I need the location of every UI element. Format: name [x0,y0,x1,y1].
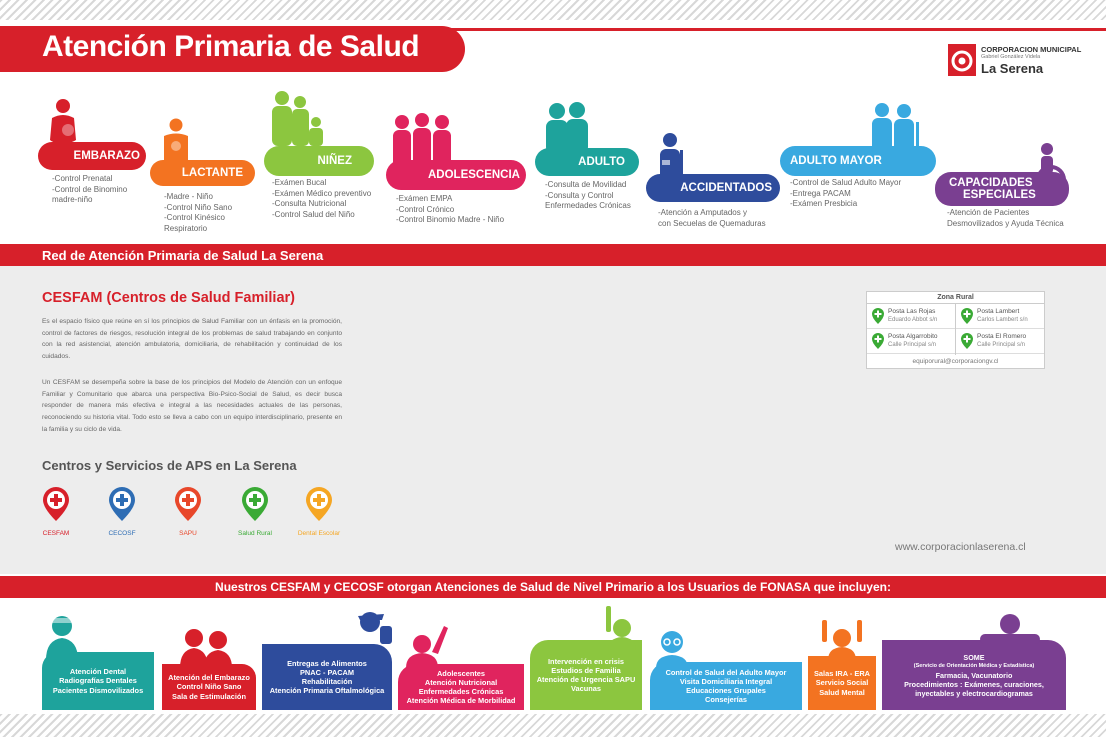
page-title: Atención Primaria de Salud [42,30,420,63]
attention-box-dental: Atención Dental Radiografías Dentales Pacientes Dismovilizados [42,652,154,710]
location-pin-icon [174,486,202,522]
logo-mark-icon [948,44,976,76]
attention-box-alimentos: Entregas de Alimentos PNAC - PACAM Rehabilitación Atención Primaria Oftalmológica [262,644,392,710]
location-pin-icon [42,486,70,522]
category-pill: EMBARAZO [38,142,146,170]
service-dental-escolar: Dental Escolar [284,486,354,537]
mother-child-icon [178,628,234,668]
logo-line1: CORPORACION MUNICIPAL [981,45,1082,54]
pharmacist-icon [980,612,1040,644]
category-pill: ADOLESCENCIA [386,160,526,190]
elderly-person-icon [652,628,692,668]
person-arms-up-icon [820,620,864,660]
category-items: -Exámen Bucal -Exámen Médico preventivo -Consulta Nutricional -Control Salud del Niño [272,178,372,219]
service-sapu: SAPU [153,486,223,537]
cesfam-paragraph-1: Es el espacio físico que reúne en sí los principios de Salud Familiar con un énfasis en la promoción, control de factores de riesgos, resolución integral de los problemas de salud trabajando en conjunto con la red asistencial, atención ambulatoria, domiciliaria, de rehabilitación y continuidad de los cuidados. [42,318,342,361]
zona-rural-title: Zona Rural [867,292,1044,304]
posta-cell: Posta El Romero Calle Principal s/n [956,330,1044,354]
service-salud-rural: Salud Rural [220,486,290,537]
category-items: -Exámen EMPA -Control Crónico -Control Binomio Madre - Niño [396,194,505,224]
location-pin-icon [872,308,884,324]
attention-box-adolescentes: Adolescentes Atención Nutricional Enfermedades Crónicas Atención Médica de Morbilidad [398,664,524,710]
teen-cheering-icon [402,622,450,668]
category-pill: ACCIDENTADOS [646,174,780,202]
service-cesfam: CESFAM [21,486,91,537]
zona-rural-email[interactable]: equiporural@corporaciongv.cl [912,358,999,365]
category-items: -Consulta de Movilidad -Consulta y Control Enfermedades Crónicas [545,180,631,210]
attention-box-some: SOME (Servicio de Orientación Médica y Estadística) Farmacia, Vacunatorio Procedimientos : Exámenes, curaciones, inyectables y electrocardiogramas [882,640,1066,710]
corporacion-logo [948,44,1082,80]
category-items: -Atención a Amputados y con Secuelas de Quemaduras [658,208,766,228]
children-icon [266,90,328,152]
category-pill: ADULTO MAYOR [780,146,936,176]
cesfam-title: CESFAM (Centros de Salud Familiar) [42,290,295,306]
category-items: -Atención de Pacientes Desmovilizados y Ayuda Técnica [947,208,1064,228]
location-pin-icon [961,333,973,349]
posta-cell: Posta Las Rojas Eduardo Abbot s/n [867,305,955,329]
attention-box-salas-ira: Salas IRA - ERA Servicio Social Salud Mental [808,656,876,710]
bottom-title: Nuestros CESFAM y CECOSF otorgan Atenciones de Salud de Nivel Primario a los Usuarios de FONASA que incluyen: [215,580,891,594]
section-title-bar [0,244,1106,266]
category-pill: LACTANTE [150,160,255,186]
bottom-hatch-pattern [0,714,1106,737]
attention-box-crisis: Intervención en crisis Estudios de Familia Atención de Urgencia SAPU Vacunas [530,640,642,710]
category-pill: ADULTO [535,148,639,176]
attention-box-embarazo: Atención del Embarazo Control Niño Sano Sala de Estimulación [162,664,256,710]
service-cecosf: CECOSF [87,486,157,537]
category-pill: NIÑEZ [264,146,374,176]
location-pin-icon [241,486,269,522]
location-pin-icon [961,308,973,324]
top-hatch-pattern [0,0,1106,20]
section-title: Red de Atención Primaria de Salud La Serena [42,248,324,263]
dentist-icon [42,614,86,660]
category-items: -Control de Salud Adulto Mayor -Entrega PACAM -Exámen Presbicia [790,178,902,208]
adults-icon [541,102,593,154]
elderly-couple-icon [866,102,922,152]
person-raising-hand-icon [600,606,640,650]
zona-rural-table [866,291,1045,369]
location-pin-icon [108,486,136,522]
cesfam-paragraph-2: Un CESFAM se desempeña sobre la base de los principios del Modelo de Atención con un enfoque Familiar y Comunitario que abarca una perspectiva Bio-Psico-Social de Salud, es decir busca responder de manera más efectiva e integral a las necesidades actuales de las personas, reconociendo su historia vital. Todo esto se lleva a cabo con un equipo interdisciplinario, presente en la familia y su ciclo de vida. [42,379,342,433]
category-pill: CAPACIDADES ESPECIALES [935,172,1069,206]
attention-box-adulto-mayor: Control de Salud del Adulto Mayor Visita Domiciliaria Integral Educaciones Grupales Consejerías [650,662,802,710]
posta-cell: Posta Algarrobito Calle Principal s/n [867,330,955,354]
location-pin-icon [872,333,884,349]
category-items: -Madre - Niño -Control Niño Sano -Control Kinésico Respiratorio [164,192,233,233]
services-title: Centros y Servicios de APS en La Serena [42,458,297,473]
website-link[interactable]: www.corporacionlaserena.cl [895,541,1026,553]
logo-line3: La Serena [981,61,1044,76]
posta-cell: Posta Lambert Carlos Lambert s/n [956,305,1044,329]
location-pin-icon [305,486,333,522]
category-items: -Control Prenatal -Control de Binomino madre-niño [52,174,128,204]
bottom-title-bar [0,576,1106,598]
logo-line2: Gabriel González Videla [981,54,1041,60]
nurse-icon [350,608,394,648]
